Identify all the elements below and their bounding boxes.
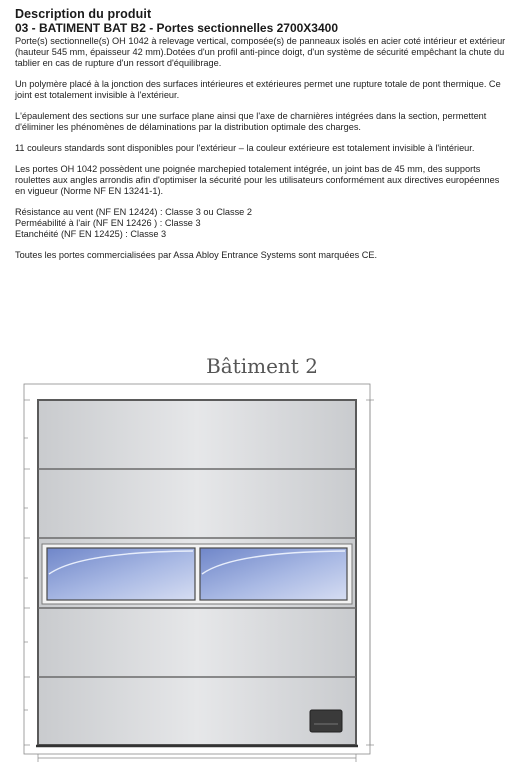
rating-wind: Résistance au vent (NF EN 12424) : Classe 3 ou Classe 2 (15, 207, 252, 217)
paragraph-colors: 11 couleurs standards sont disponibles pour l'extérieur – la couleur extérieure est totalement invisible à l'intérieur. (15, 143, 475, 153)
rating-water: Etanchéité (NF EN 12425) : Classe 3 (15, 229, 167, 239)
door-handle (310, 710, 342, 732)
paragraph-safety: Les portes OH 1042 possèdent une poignée marchepied totalement intégrée, un joint bas de 45 mm, des supports roulettes aux angles arrondis afin d'optimiser la sécurité pour les utilisateurs conformément aux directives européennes en vigueur (Norme NF EN 13241-1). (15, 164, 500, 196)
rating-air: Perméabilité à l'air (NF EN 12426 ) : Classe 3 (15, 218, 201, 228)
section-title: Description du produit (15, 7, 152, 21)
door-drawing (0, 380, 524, 768)
window-section (42, 544, 352, 604)
paragraph-construction: Porte(s) sectionnelle(s) OH 1042 à relevage vertical, composée(s) de panneaux isolés en acier coté intérieur et extérieur (hauteur 545 mm, épaisseur 42 mm).Dotées d'un profil anti-pince doigt, d'un système de sécurité empêchant la chute du tablier en cas de rupture d'un ressort d'équilibrage. (15, 36, 506, 68)
width-dimension (38, 754, 356, 762)
paragraph-ce-marking: Toutes les portes commercialisées par Assa Abloy Entrance Systems sont marquées CE. (15, 250, 378, 260)
product-description (15, 7, 511, 271)
figure-caption: Bâtiment 2 (206, 354, 318, 378)
paragraph-sections: L'épaulement des sections sur une surface plane ainsi que l'axe de charnières intégrées dans la section, permettent d'éliminer les phénomènes de délaminations par la distribution optimale des charges. (15, 111, 487, 132)
window-pane-right (200, 548, 347, 600)
product-heading: 03 - BATIMENT BAT B2 - Portes sectionnelles 2700X3400 (15, 21, 338, 35)
window-pane-left (47, 548, 195, 600)
vertical-dimension-ticks (24, 400, 30, 745)
paragraph-thermal-break: Un polymère placé à la jonction des surfaces intérieures et extérieures permet une rupture totale de pont thermique. Ce joint est totalement invisible à l'extérieur. (15, 79, 501, 100)
ratings-list (15, 207, 511, 240)
sectional-door-svg (0, 380, 524, 768)
height-dimension (366, 400, 374, 745)
